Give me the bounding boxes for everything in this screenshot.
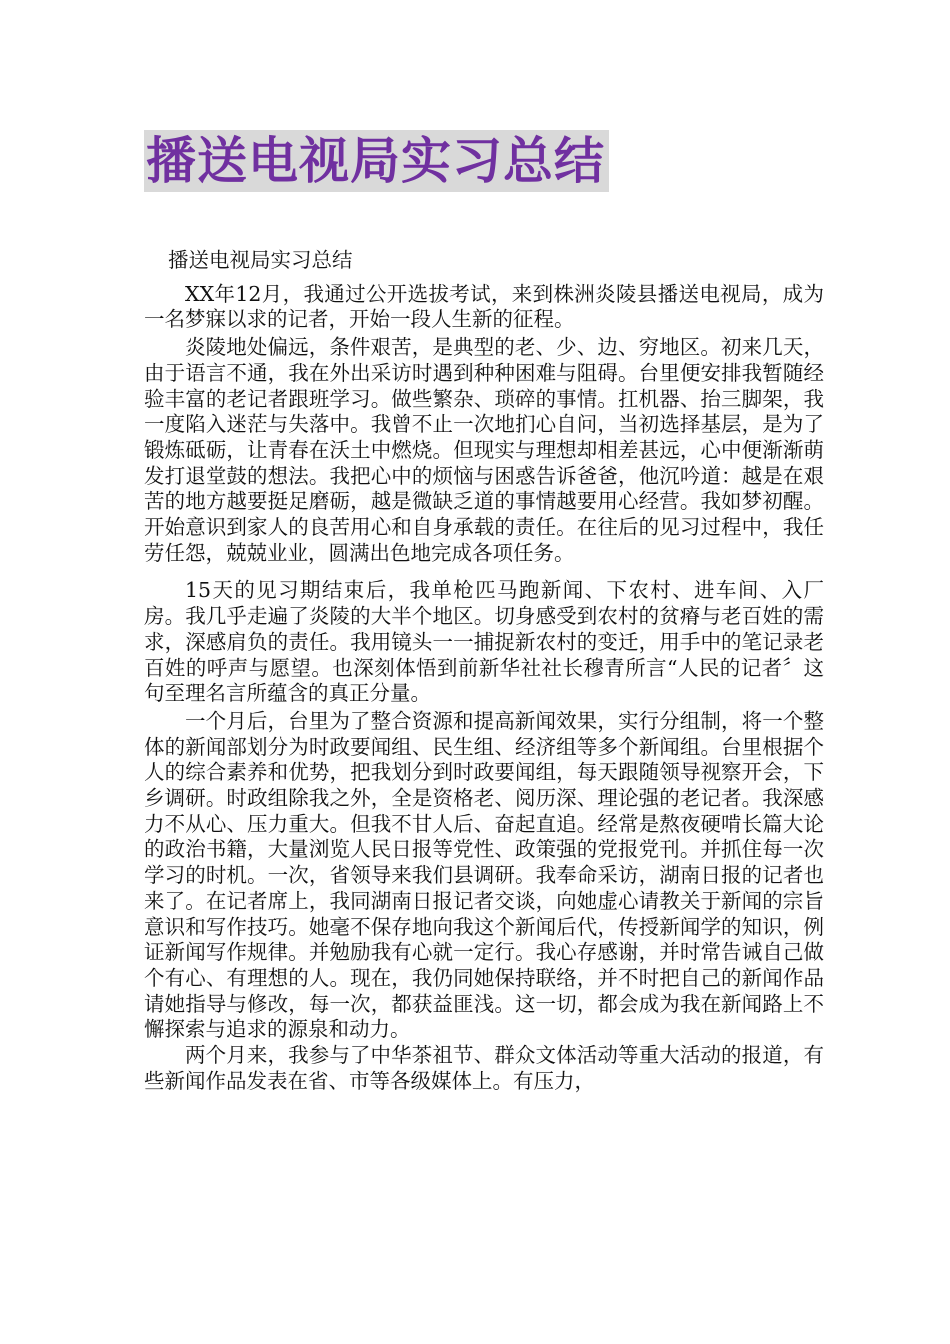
- title-highlight: [144, 130, 609, 192]
- paragraph-5: 两个月来，我参与了中华茶祖节、群众文体活动等重大活动的报道，有些新闻作品发表在省、市等各级媒体上。有压力，: [144, 1043, 824, 1093]
- paragraph-4: 一个月后，台里为了整合资源和提高新闻效果，实行分组制，将一个整体的新闻部划分为时政要闻组、民生组、经济组等多个新闻组。台里根据个人的综合素养和优势，把我划分到时政要闻组，每天跟随领导视察开会，下乡调研。时政组除我之外，全是资格老、阅历深、理论强的老记者。我深感力不从心、压力重大。但我不甘人后、奋起直追。经常是熬夜硬啃长篇大论的政治书籍，大量浏览人民日报等党性、政策强的党报党刊。并抓住每一次学习的时机。一次，省领导来我们县调研。我奉命采访，湖南日报的记者也来了。在记者席上，我同湖南日报记者交谈，向她虚心请教关于新闻的宗旨意识和写作技巧。她毫不保存地向我这个新闻后代，传授新闻学的知识，例证新闻写作规律。并勉励我有心就一定行。我心存感谢，并时常告诫自己做个有心、有理想的人。现在，我仍同她保持联络，并不时把自己的新闻作品请她指导与修改，每一次，都获益匪浅。这一切，都会成为我在新闻路上不懈探索与追求的源泉和动力。: [144, 708, 824, 1042]
- paragraph-3: 15天的见习期结束后，我单枪匹马跑新闻、下农村、进车间、入厂房。我几乎走遍了炎陵的大半个地区。切身感受到农村的贫瘠与老百姓的需求，深感肩负的责任。我用镜头一一捕捉新农村的变迁，用手中的笔记录老百姓的呼声与愿望。也深刻体悟到前新华社社长穆青所言“人民的记者〞这句至理名言所蕴含的真正分量。: [144, 578, 824, 706]
- document-subtitle: 播送电视局实习总结: [168, 248, 353, 272]
- document-title: 播送电视局实习总结: [146, 132, 605, 190]
- paragraph-1: XX年12月，我通过公开选拔考试，来到株洲炎陵县播送电视局，成为一名梦寐以求的记者，开始一段人生新的征程。: [144, 281, 824, 332]
- document-body: [144, 248, 824, 1095]
- paragraph-2: 炎陵地处偏远，条件艰苦，是典型的老、少、边、穷地区。初来几天，由于语言不通，我在外出采访时遇到种种困难与阻碍。台里便安排我暂随经验丰富的老记者跟班学习。做些繁杂、琐碎的事情。扛机器、抬三脚架，我一度陷入迷茫与失落中。我曾不止一次地扪心自问，当初选择基层，是为了锻炼砥砺，让青春在沃土中燃烧。但现实与理想却相差甚远，心中便渐渐萌发打退堂鼓的想法。我把心中的烦恼与困惑告诉爸爸，他沉吟道：越是在艰苦的地方越要挺足磨砺，越是微缺乏道的事情越要用心经营。我如梦初醒。开始意识到家人的良苦用心和自身承载的责任。在往后的见习过程中，我任劳任怨，兢兢业业，圆满出色地完成各项任务。: [144, 335, 824, 565]
